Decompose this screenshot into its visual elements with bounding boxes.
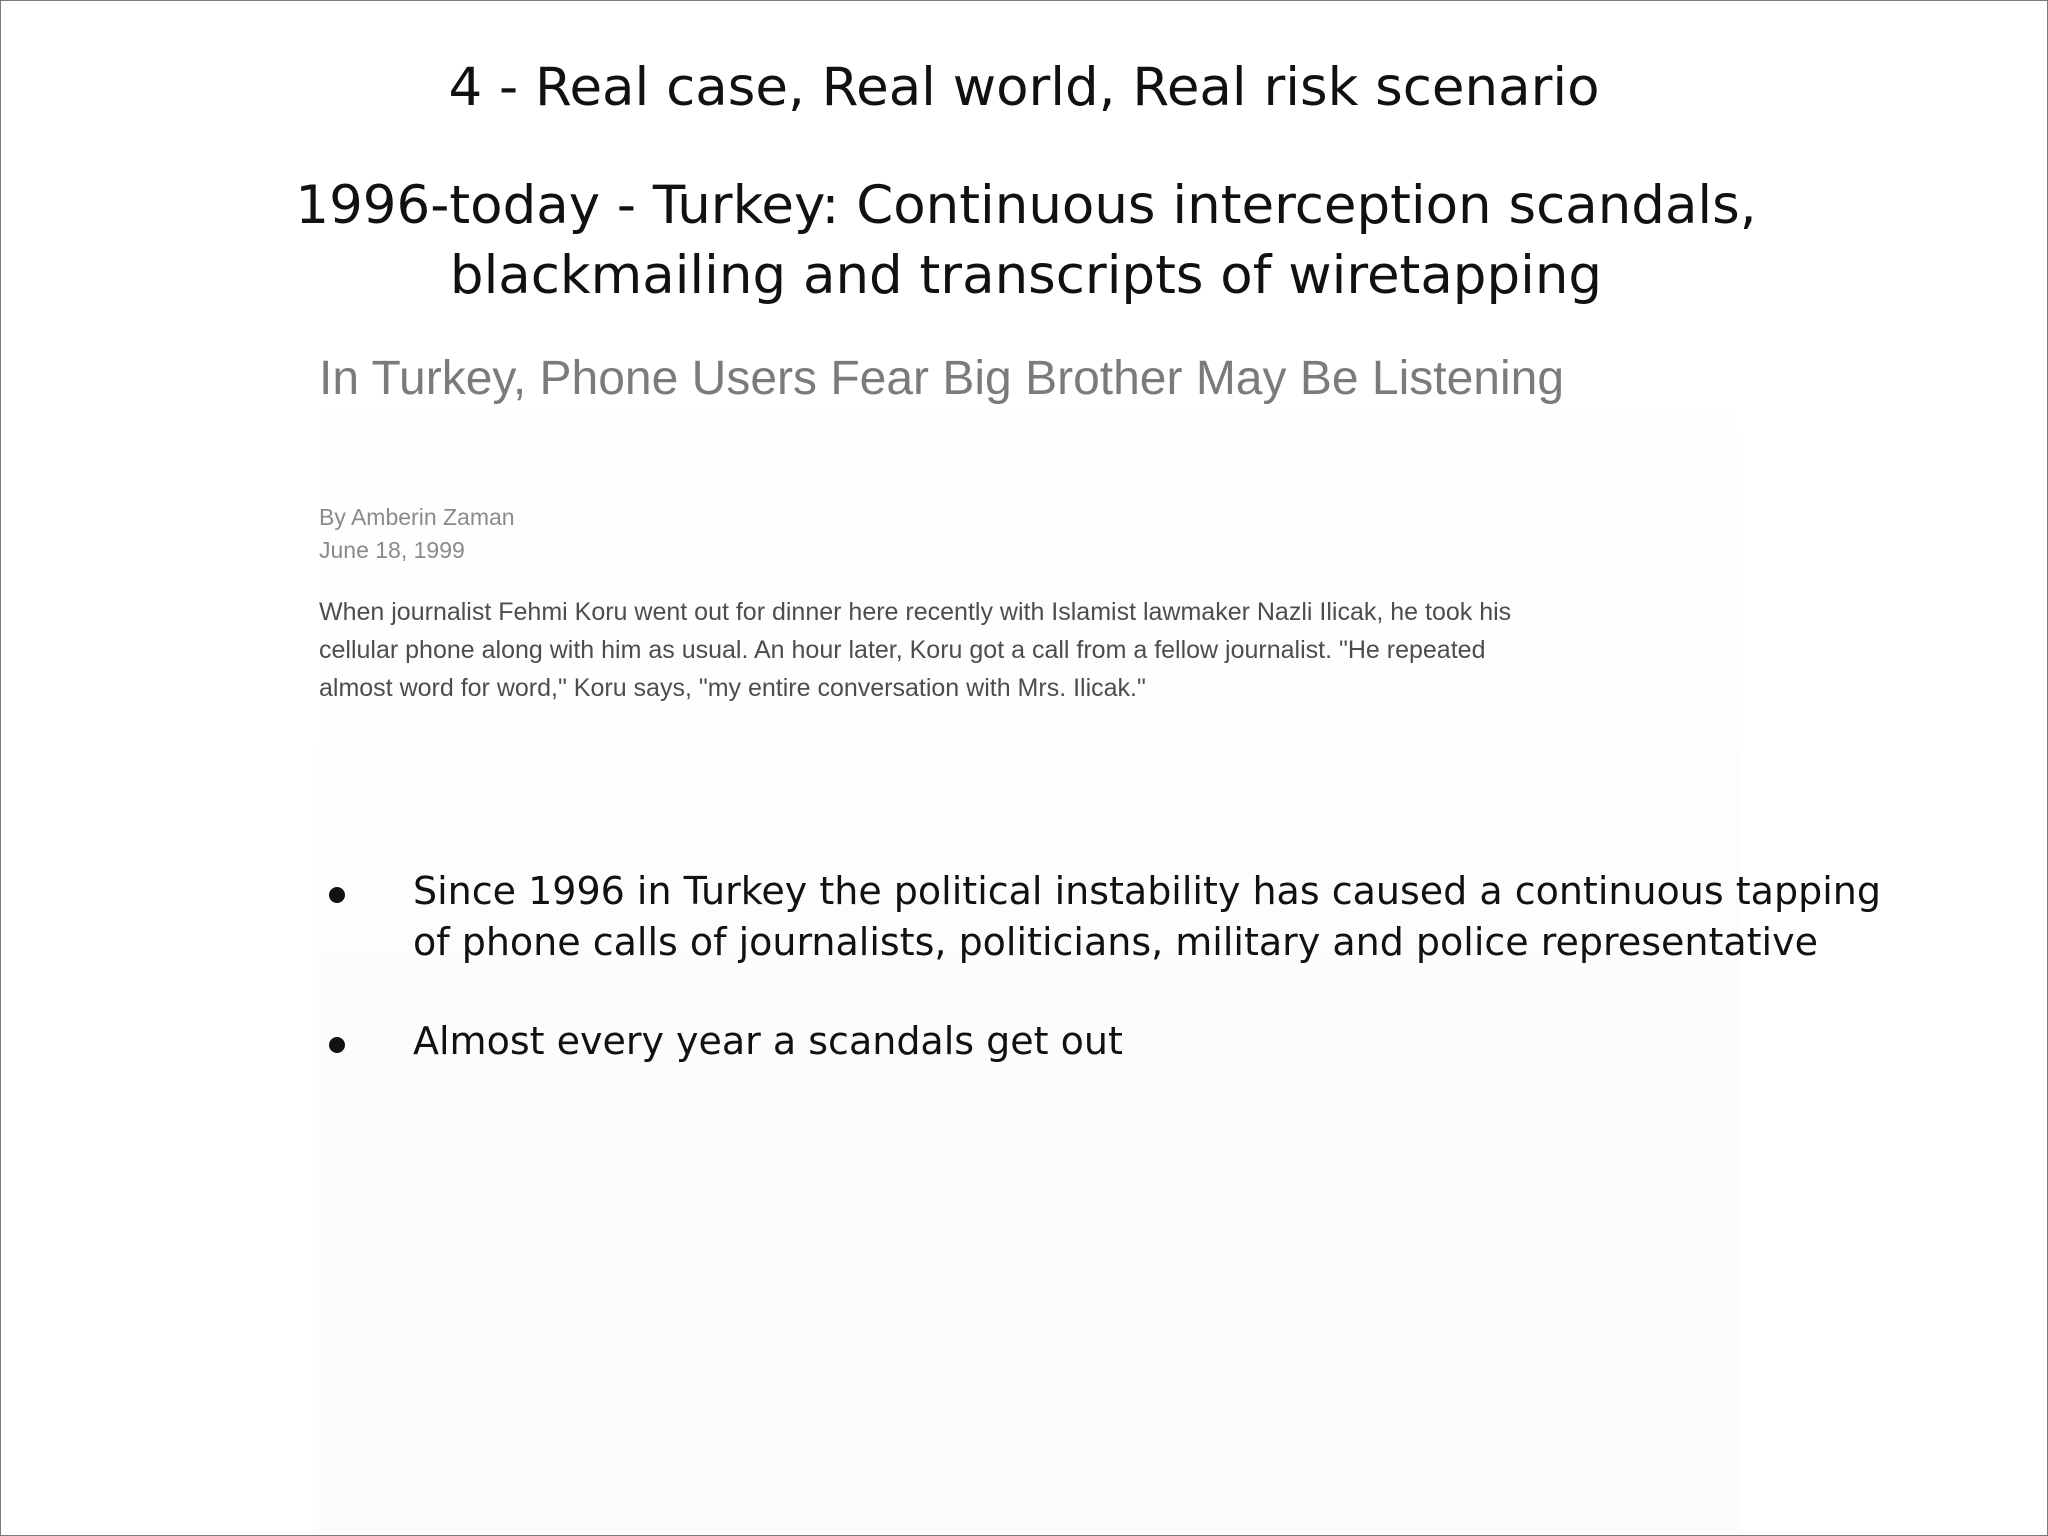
bullet-item [321, 1016, 1881, 1067]
bullet-text-line: Almost every year a scandals get out [413, 1019, 1123, 1063]
article-date: June 18, 1999 [319, 537, 465, 563]
bullet-text-line: of phone calls of journalists, politicians, military and police representative [413, 920, 1818, 964]
bullet-list [321, 866, 1881, 1115]
article-body-line: When journalist Fehmi Koru went out for dinner here recently with Islamist lawmaker Nazli Ilicak, he took his [319, 598, 1512, 626]
bullet-dot-icon [329, 887, 345, 903]
bullet-item [321, 866, 1881, 968]
article-body [319, 593, 1739, 707]
slide-subtitle: 1996-today - Turkey: Continuous interception scandals, blackmailing and transcripts of wiretapping [295, 175, 1757, 306]
article-body-line: almost word for word," Koru says, "my entire conversation with Mrs. Ilicak." [319, 674, 1146, 702]
article-headline: In Turkey, Phone Users Fear Big Brother May Be Listening [319, 352, 1565, 405]
article-body-line: cellular phone along with him as usual. An hour later, Koru got a call from a fellow journalist. "He repeated [319, 636, 1486, 664]
bullet-text-line: Since 1996 in Turkey the political instability has caused a continuous tapping [413, 869, 1881, 913]
article-byline: By Amberin Zaman [319, 504, 515, 530]
bullet-dot-icon [329, 1037, 345, 1053]
slide-title: 4 - Real case, Real world, Real risk scenario [448, 57, 1600, 118]
